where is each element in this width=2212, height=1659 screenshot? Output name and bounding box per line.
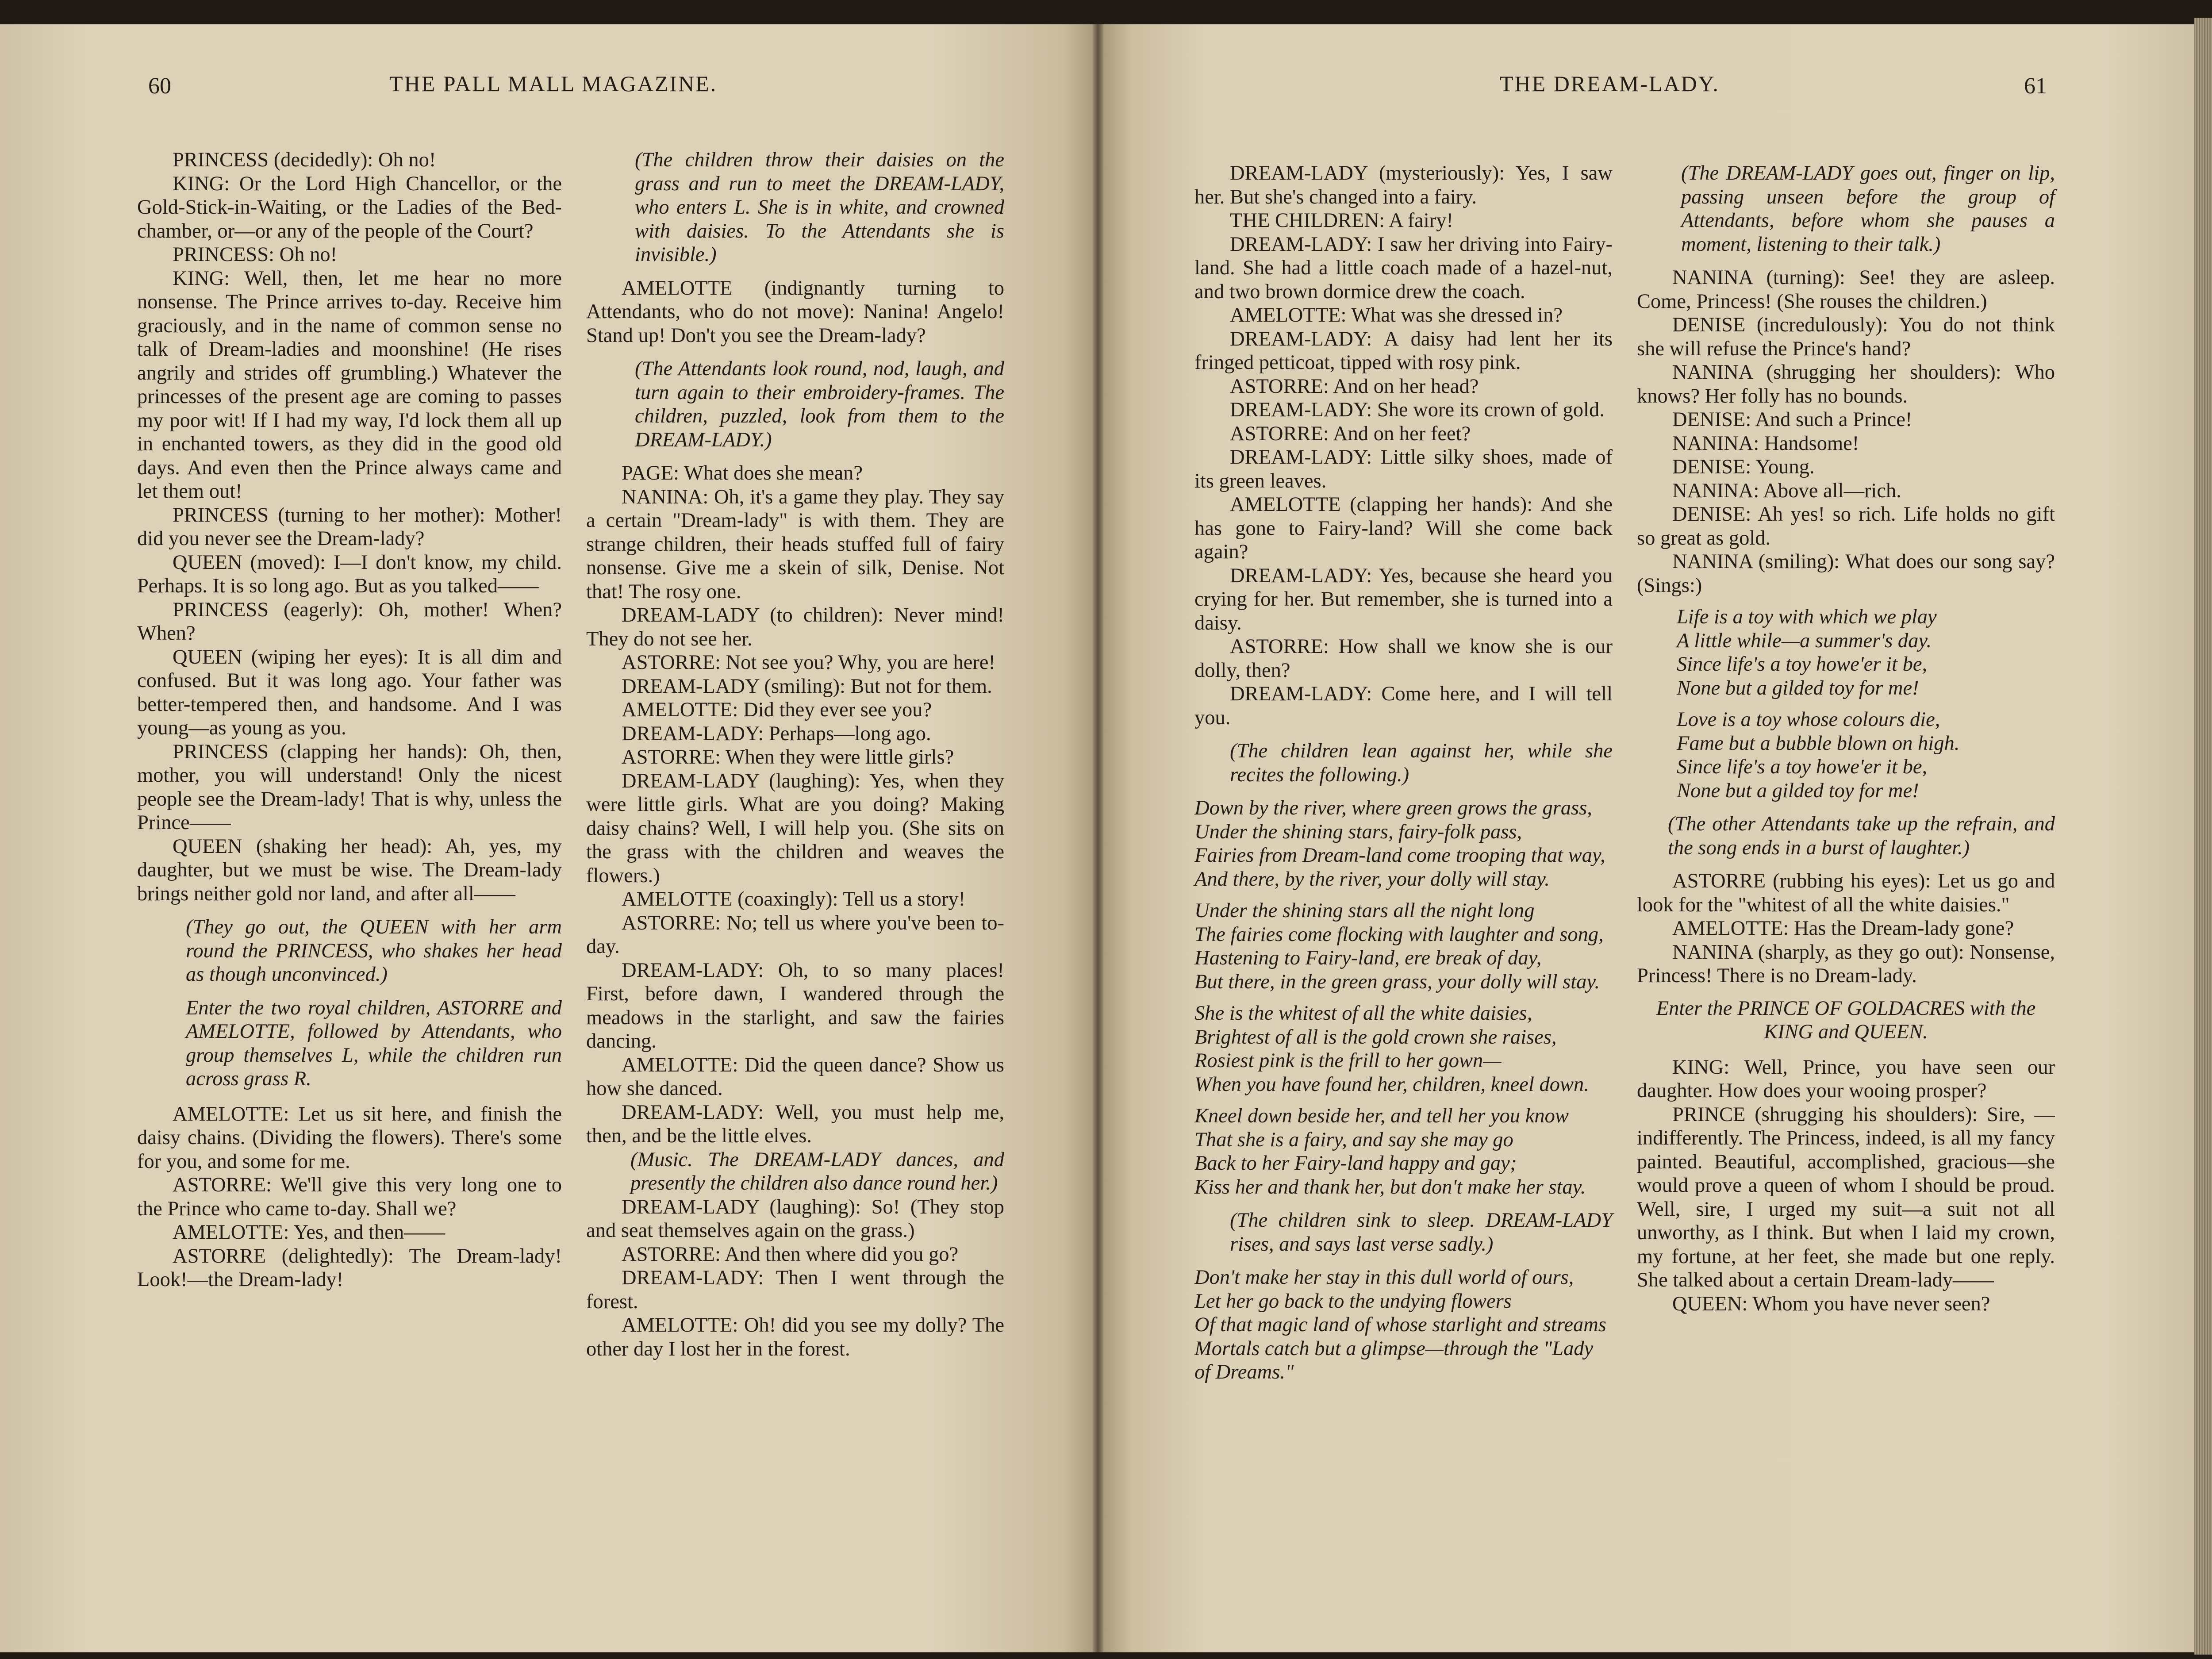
stage-direction: (Music. The DREAM-LADY dances, and presently the children also dance round her.) <box>630 1148 1004 1194</box>
paragraph: NANINA: Handsome! <box>1672 432 1859 455</box>
paragraph: THE CHILDREN: A fairy! <box>1230 209 1453 232</box>
verse-line: Fairies from Dream-land come trooping that way, <box>1194 844 1605 867</box>
verse-line: Of that magic land of whose starlight and streams <box>1194 1313 1606 1336</box>
paragraph: NANINA: Above all—rich. <box>1672 479 1901 502</box>
paragraph: AMELOTTE: What was she dressed in? <box>1230 304 1563 326</box>
verse-line: The fairies come flocking with laughter and song, <box>1194 923 1604 946</box>
paragraph: ASTORRE: Not see you? Why, you are here! <box>622 651 995 674</box>
verse-line: Hastening to Fairy-land, ere break of day, <box>1194 947 1542 969</box>
stage-direction: (The children lean against her, while she recites the following.) <box>1230 740 1613 786</box>
verse-line: That she is a fairy, and say she may go <box>1194 1128 1513 1151</box>
paragraph: DREAM-LADY: Perhaps—long ago. <box>622 722 931 745</box>
verse-line: Love is a toy whose colours die, <box>1677 708 1940 731</box>
paragraph: ASTORRE: And on her head? <box>1230 375 1479 398</box>
page-edges <box>2194 18 2212 1655</box>
paragraph: PRINCESS: Oh no! <box>173 243 338 266</box>
paragraph: AMELOTTE: Oh! did you see my dolly? The other day I lost her in the forest. <box>586 1314 1004 1360</box>
paragraph: NANINA (sharply, as they go out): Nonsense, Princess! There is no Dream-lady. <box>1637 941 2055 987</box>
verse-line: Life is a toy with which we play <box>1677 606 1937 628</box>
verse-stanza <box>1194 796 1613 891</box>
verse-line: Under the shining stars all the night long <box>1194 899 1535 922</box>
song-stanza <box>1637 708 2055 803</box>
verse-line: Since life's a toy howe'er it be, <box>1677 653 1928 676</box>
paragraph: DREAM-LADY: Well, you must help me, then, and be the little elves. <box>586 1101 1004 1147</box>
verse-line: Under the shining stars, fairy-folk pass, <box>1194 820 1522 843</box>
paragraph: DREAM-LADY: Oh, to so many places! First, before dawn, I wandered through the meadows in the starlight, and saw the fairies dancing. <box>586 959 1004 1052</box>
paragraph: DREAM-LADY: I saw her driving into Fairy-land. She had a little coach made of a hazel-nut, and two brown dormice drew the coach. <box>1194 233 1613 303</box>
text-column <box>1637 161 2055 1316</box>
text-column <box>586 148 1004 1361</box>
verse-line: Kiss her and thank her, but don't make her stay. <box>1194 1175 1586 1198</box>
paragraph: DREAM-LADY: Yes, because she heard you crying for her. But remember, she is turned into a daisy. <box>1194 564 1613 634</box>
paragraph: KING: Well, Prince, you have seen our daughter. How does your wooing prosper? <box>1637 1056 2055 1102</box>
verse-stanza <box>1194 1266 1613 1384</box>
verse-stanza <box>1194 1002 1613 1096</box>
running-head: THE PALL MALL MAGAZINE. <box>389 71 718 96</box>
paragraph: DENISE: Young. <box>1672 456 1815 478</box>
paragraph: DREAM-LADY: She wore its crown of gold. <box>1230 399 1605 421</box>
stage-direction: Enter the PRINCE OF GOLDACRES with the KING and QUEEN. <box>1656 997 2036 1043</box>
stage-direction: (The children throw their daisies on the grass and run to meet the DREAM-LADY, who enters L. She is in white, and crowned with daisies. To the Attendants she is invisible.) <box>635 149 1004 266</box>
paragraph: AMELOTTE (coaxingly): Tell us a story! <box>622 888 966 910</box>
running-head: THE DREAM-LADY. <box>1500 71 1720 96</box>
verse-stanza <box>1194 899 1613 994</box>
paragraph: ASTORRE: And on her feet? <box>1230 422 1471 445</box>
paragraph: QUEEN (moved): I—I don't know, my child. Perhaps. It is so long ago. But as you talked—— <box>137 551 562 597</box>
verse-line: Let her go back to the undying flowers <box>1194 1290 1512 1313</box>
paragraph: DREAM-LADY (to children): Never mind! They do not see her. <box>586 604 1004 650</box>
paragraph: ASTORRE: We'll give this very long one to the Prince who came to-day. Shall we? <box>137 1174 562 1220</box>
paragraph: AMELOTTE: Has the Dream-lady gone? <box>1672 917 2014 940</box>
paragraph: AMELOTTE (clapping her hands): And she has gone to Fairy-land? Will she come back again? <box>1194 493 1613 563</box>
verse-line: She is the whitest of all the white daisies, <box>1194 1002 1532 1025</box>
stage-direction: (The Attendants look round, nod, laugh, and turn again to their embroidery-frames. The children, puzzled, look from them to the DREAM-LADY.) <box>635 357 1004 451</box>
verse-line: Brightest of all is the gold crown she raises, <box>1194 1025 1557 1048</box>
paragraph: DENISE: And such a Prince! <box>1672 408 1912 431</box>
paragraph: DREAM-LADY: Little silky shoes, made of its green leaves. <box>1194 446 1613 492</box>
paragraph: AMELOTTE: Did they ever see you? <box>622 699 932 721</box>
verse-line: Rosiest pink is the frill to her gown— <box>1194 1049 1502 1072</box>
stage-direction: (The other Attendants take up the refrain, and the song ends in a burst of laughter.) <box>1668 813 2055 859</box>
verse-line: None but a gilded toy for me! <box>1677 676 1919 699</box>
verse-line: Mortals catch but a glimpse—through the "Lady of Dreams." <box>1194 1337 1594 1383</box>
paragraph: DENISE: Ah yes! so rich. Life holds no gift so great as gold. <box>1637 503 2055 549</box>
paragraph: AMELOTTE: Did the queen dance? Show us how she danced. <box>586 1053 1004 1100</box>
verse-line: Kneel down beside her, and tell her you know <box>1194 1105 1569 1127</box>
paragraph: DREAM-LADY (laughing): Yes, when they were little girls. What are you doing? Making daisy chains? Well, I will help you. (She sits on the grass with the children and weaves the flowers.) <box>586 769 1004 887</box>
paragraph: QUEEN: Whom you have never seen? <box>1672 1292 1990 1315</box>
paragraph: DREAM-LADY (laughing): So! (They stop and seat themselves again on the grass.) <box>586 1195 1004 1242</box>
text-column <box>1194 161 1613 1384</box>
verse-line: But there, in the green grass, your dolly will stay. <box>1194 970 1600 993</box>
paragraph: DREAM-LADY (mysteriously): Yes, I saw her. But she's changed into a fairy. <box>1194 162 1613 208</box>
paragraph: NANINA: Oh, it's a game they play. They say a certain "Dream-lady" is with them. They are strange children, their heads stuffed full of fairy nonsense. Give me a skein of silk, Denise. Not that! The rosy one. <box>586 485 1004 603</box>
paragraph: QUEEN (wiping her eyes): It is all dim and confused. But it was long ago. Your father was better-tempered then, and handsome. And I was young—as young as you. <box>137 645 562 739</box>
page-number: 61 <box>2024 73 2047 99</box>
paragraph: PRINCESS (clapping her hands): Oh, then, mother, you will understand! Only the nicest people see the Dream-lady! That is why, unless the Prince—— <box>137 740 562 834</box>
paragraph: DREAM-LADY: Then I went through the forest. <box>586 1267 1004 1313</box>
paragraph: DREAM-LADY: Come here, and I will tell you. <box>1194 683 1613 729</box>
verse-line: Down by the river, where green grows the grass, <box>1194 797 1592 819</box>
book-gutter <box>1093 24 1103 1652</box>
verse-line: Back to her Fairy-land happy and gay; <box>1194 1152 1517 1175</box>
paragraph: DENISE (incredulously): You do not think she will refuse the Prince's hand? <box>1637 314 2055 360</box>
paragraph: AMELOTTE (indignantly turning to Attendants, who do not move): Nanina! Angelo! Stand up! Don't you see the Dream-lady? <box>586 276 1004 347</box>
page-number: 60 <box>148 73 171 99</box>
verse-line: Don't make her stay in this dull world of ours, <box>1194 1266 1574 1289</box>
verse-line: None but a gilded toy for me! <box>1677 779 1919 802</box>
stage-direction: (They go out, the QUEEN with her arm round the PRINCESS, who shakes her head as though unconvinced.) <box>186 916 562 986</box>
paragraph: ASTORRE: And then where did you go? <box>622 1243 959 1266</box>
paragraph: AMELOTTE: Let us sit here, and finish the daisy chains. (Dividing the flowers). There's some for you, and some for me. <box>137 1102 562 1173</box>
paragraph: KING: Or the Lord High Chancellor, or the Gold-Stick-in-Waiting, or the Ladies of the Bed-chamber, or—or any of the people of the Court? <box>137 172 562 242</box>
song-stanza <box>1637 605 2055 700</box>
verse-stanza <box>1194 1104 1613 1199</box>
stage-direction: (The DREAM-LADY goes out, finger on lip, passing unseen before the group of Attendants, before whom she pauses a moment, listening to their talk.) <box>1681 162 2055 256</box>
verse-line: When you have found her, children, kneel down. <box>1194 1073 1589 1096</box>
paragraph: NANINA (smiling): What does our song say? (Sings:) <box>1637 550 2055 597</box>
paragraph: ASTORRE: When they were little girls? <box>622 746 954 768</box>
verse-line: Since life's a toy howe'er it be, <box>1677 756 1928 778</box>
paragraph: AMELOTTE: Yes, and then—— <box>173 1221 445 1244</box>
paragraph: QUEEN (shaking her head): Ah, yes, my daughter, but we must be wise. The Dream-lady brings neither gold nor land, and after all—— <box>137 835 562 905</box>
paragraph: PRINCESS (turning to her mother): Mother! did you never see the Dream-lady? <box>137 503 562 550</box>
paragraph: DREAM-LADY: A daisy had lent her its fringed petticoat, tipped with rosy pink. <box>1194 327 1613 374</box>
stage-direction: (The children sink to sleep. DREAM-LADY rises, and says last verse sadly.) <box>1230 1209 1613 1256</box>
paragraph: NANINA (shrugging her shoulders): Who knows? Her folly has no bounds. <box>1637 361 2055 407</box>
paragraph: NANINA (turning): See! they are asleep. Come, Princess! (She rouses the children.) <box>1637 266 2055 313</box>
verse-line: Fame but a bubble blown on high. <box>1677 732 1960 755</box>
paragraph: ASTORRE: How shall we know she is our dolly, then? <box>1194 635 1613 682</box>
text-column <box>137 148 562 1292</box>
paragraph: PAGE: What does she mean? <box>622 462 863 484</box>
verse-line: And there, by the river, your dolly will stay. <box>1194 868 1550 891</box>
verse-line: A little while—a summer's day. <box>1677 629 1932 652</box>
paragraph: ASTORRE (rubbing his eyes): Let us go and look for the "whitest of all the white daisies." <box>1637 870 2055 916</box>
paragraph: PRINCESS (eagerly): Oh, mother! When? When? <box>137 598 562 645</box>
paragraph: ASTORRE: No; tell us where you've been to-day. <box>586 911 1004 958</box>
paragraph: PRINCESS (decidedly): Oh no! <box>173 149 436 171</box>
paragraph: PRINCE (shrugging his shoulders): Sire, —indifferently. The Princess, indeed, is all my fancy painted. Beautiful, accomplished, gracious—she would prove a queen of whom I should be proud. Well, sire, I urged my suit—a suit not all unworthy, as I think. But when I laid my crown, my fortune, at her feet, she made but one reply. She talked about a certain Dream-lady—— <box>1637 1103 2055 1291</box>
paragraph: DREAM-LADY (smiling): But not for them. <box>622 675 992 698</box>
paragraph: ASTORRE (delightedly): The Dream-lady! Look!—the Dream-lady! <box>137 1244 562 1291</box>
paragraph: KING: Well, then, let me hear no more nonsense. The Prince arrives to-day. Receive him graciously, and in the name of common sense no talk of Dream-ladies and moonshine! (He rises angrily and strides off grumbling.) Whatever the princesses of the present age are coming to passes my poor wit! If I had my way, I'd lock them all up in enchanted towers, as they did in the good old days. And even then the Prince always came and let them out! <box>137 267 562 503</box>
stage-direction: Enter the two royal children, ASTORRE and AMELOTTE, followed by Attendants, who group themselves L, while the children run across grass R. <box>186 996 562 1090</box>
